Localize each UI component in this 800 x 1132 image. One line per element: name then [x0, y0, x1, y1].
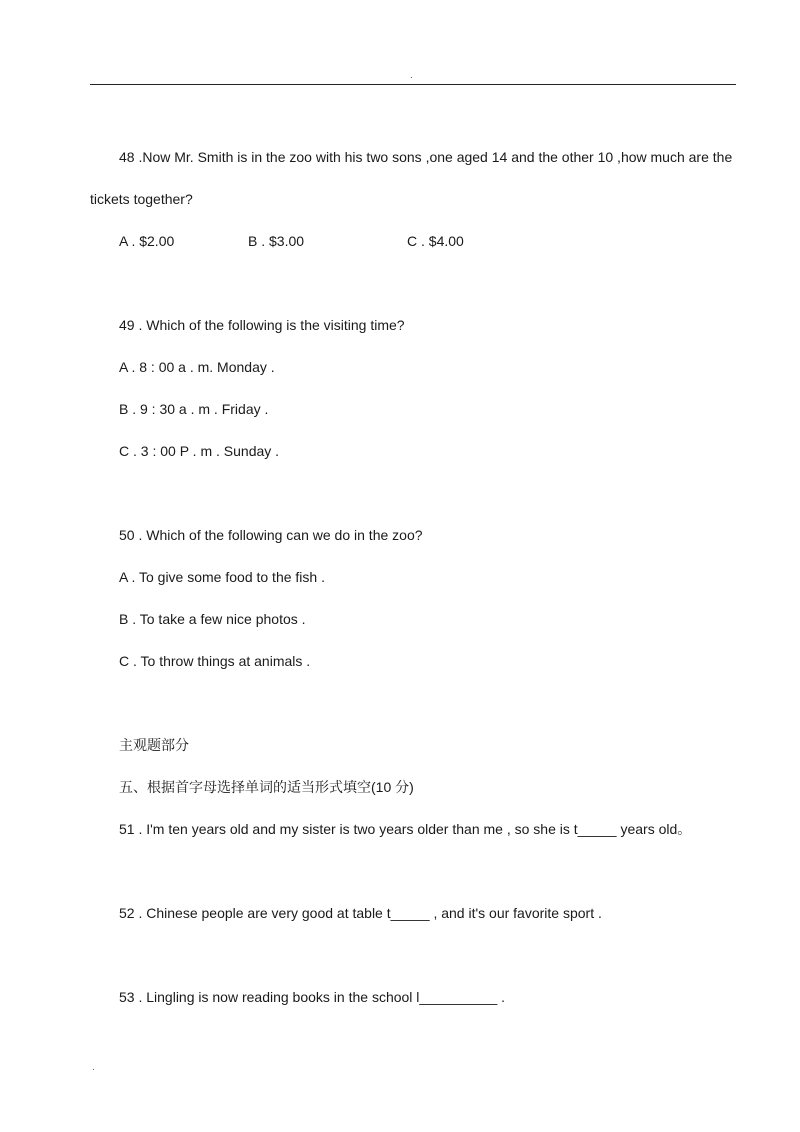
q49-option-c: C . 3 : 00 P . m . Sunday . [119, 443, 280, 459]
q48-option-a: A . $2.00 [119, 233, 175, 249]
q50-stem: 50 . Which of the following can we do in the zoo? [119, 527, 423, 543]
q49-stem: 49 . Which of the following is the visiting time? [119, 317, 405, 333]
q48-stem-line2: tickets together? [90, 191, 193, 207]
q51-sentence: 51 . I'm ten years old and my sister is two years older than me , so she is t_____ years old。 [119, 821, 692, 837]
q48-stem-line1: 48 .Now Mr. Smith is in the zoo with his two sons ,one aged 14 and the other 10 ,how much are the [119, 149, 733, 165]
q50-option-b: B . To take a few nice photos . [119, 611, 306, 627]
q49-option-b: B . 9 : 30 a . m . Friday . [119, 401, 269, 417]
header-mark: . [410, 70, 413, 81]
header-rule [90, 84, 736, 85]
section-title: 主观题部分 [119, 737, 189, 753]
q53-sentence: 53 . Lingling is now reading books in the school l__________ . [119, 989, 506, 1005]
q50-option-a: A . To give some food to the fish . [119, 569, 325, 585]
footer-mark: . [92, 1062, 95, 1073]
section-instruction: 五、根据首字母选择单词的适当形式填空(10 分) [119, 779, 414, 795]
q52-sentence: 52 . Chinese people are very good at table t_____ , and it's our favorite sport . [119, 905, 602, 921]
q48-option-c: C . $4.00 [407, 233, 464, 249]
q48-option-b: B . $3.00 [248, 233, 305, 249]
q50-option-c: C . To throw things at animals . [119, 653, 311, 669]
q49-option-a: A . 8 : 00 a . m. Monday . [119, 359, 275, 375]
